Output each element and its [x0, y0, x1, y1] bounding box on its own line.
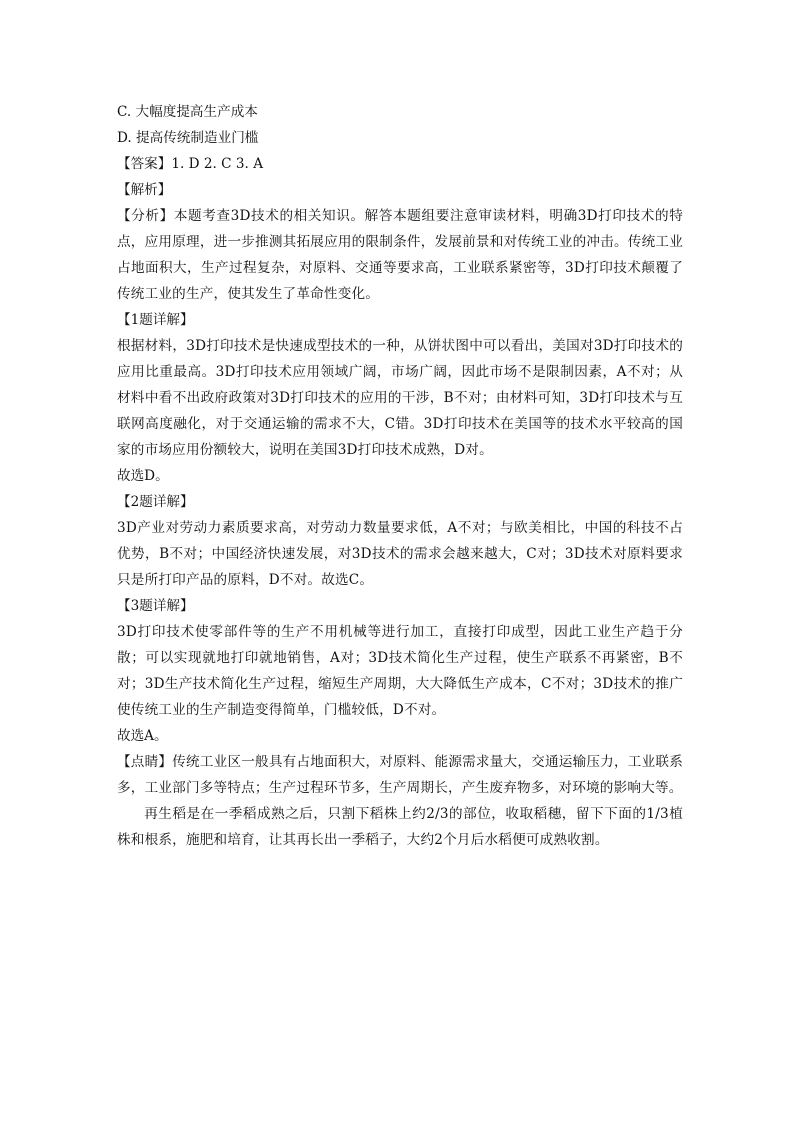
analysis-body: 【分析】本题考查3D技术的相关知识。解答本题组要注意审读材料，明确3D打印技术的特点，应用原理，进一步推测其拓展应用的限制条件，发展前景和对传统工业的冲击。传统工业占地面积大，生产过程复杂，对原料、交通等要求高，工业联系紧密等，3D打印技术颠覆了传统工业的生产，使其发生了革命性变化。: [117, 208, 683, 302]
question-2-heading: 【2题详解】: [117, 494, 194, 510]
next-passage: 再生稻是在一季稻成熟之后，只割下稻株上约2/3的部位，收取稻穗，留下下面的1/3植株和根系，施肥和培育，让其再长出一季稻子，大约2个月后水稻便可成熟收割。: [117, 806, 683, 848]
key-point: 【点睛】传统工业区一般具有占地面积大，对原料、能源需求量大，交通运输压力，工业联系多，工业部门多等特点；生产过程环节多，生产周期长，产生废弃物多，对环境的影响大等。: [117, 754, 683, 796]
question-1-body: 根据材料，3D打印技术是快速成型技术的一种，从饼状图中可以看出，美国对3D打印技术的应用比重最高。3D打印技术应用领域广阔，市场广阔，因此市场不是限制因素，A不对；从材料中看不出政府政策对3D打印技术的应用的干涉，B不对；由材料可知，3D打印技术与互联网高度融化，对于交通运输的需求不大，C错。3D打印技术在美国等的技术水平较高的国家的市场应用份额较大，说明在美国3D打印技术成熟，D对。: [117, 338, 683, 458]
document-content: [117, 99, 683, 853]
analysis-heading: 【解析】: [117, 182, 172, 198]
question-3-heading: 【3题详解】: [117, 598, 194, 614]
question-3-body: 3D打印技术使零部件等的生产不用机械等进行加工，直接打印成型，因此工业生产趋于分散；可以实现就地打印就地销售，A对；3D技术简化生产过程，使生产联系不再紧密，B不对；3D生产技术简化生产过程，缩短生产周期，大大降低生产成本，C不对；3D技术的推广使传统工业的生产制造变得简单，门槛较低，D不对。: [117, 624, 683, 718]
question-1-heading: 【1题详解】: [117, 312, 194, 328]
answer-line: 【答案】1. D 2. C 3. A: [117, 156, 264, 172]
question-3-conclusion: 故选A。: [117, 728, 168, 744]
question-2-body: 3D产业对劳动力素质要求高，对劳动力数量要求低，A不对；与欧美相比，中国的科技不占优势，B不对；中国经济快速发展，对3D技术的需求会越来越大，C对；3D技术对原料要求只是所打印产品的原料，D不对。故选C。: [117, 520, 683, 588]
question-1-conclusion: 故选D。: [117, 468, 169, 484]
option-c: C. 大幅度提高生产成本: [117, 104, 258, 120]
option-d: D. 提高传统制造业门槛: [117, 130, 259, 146]
